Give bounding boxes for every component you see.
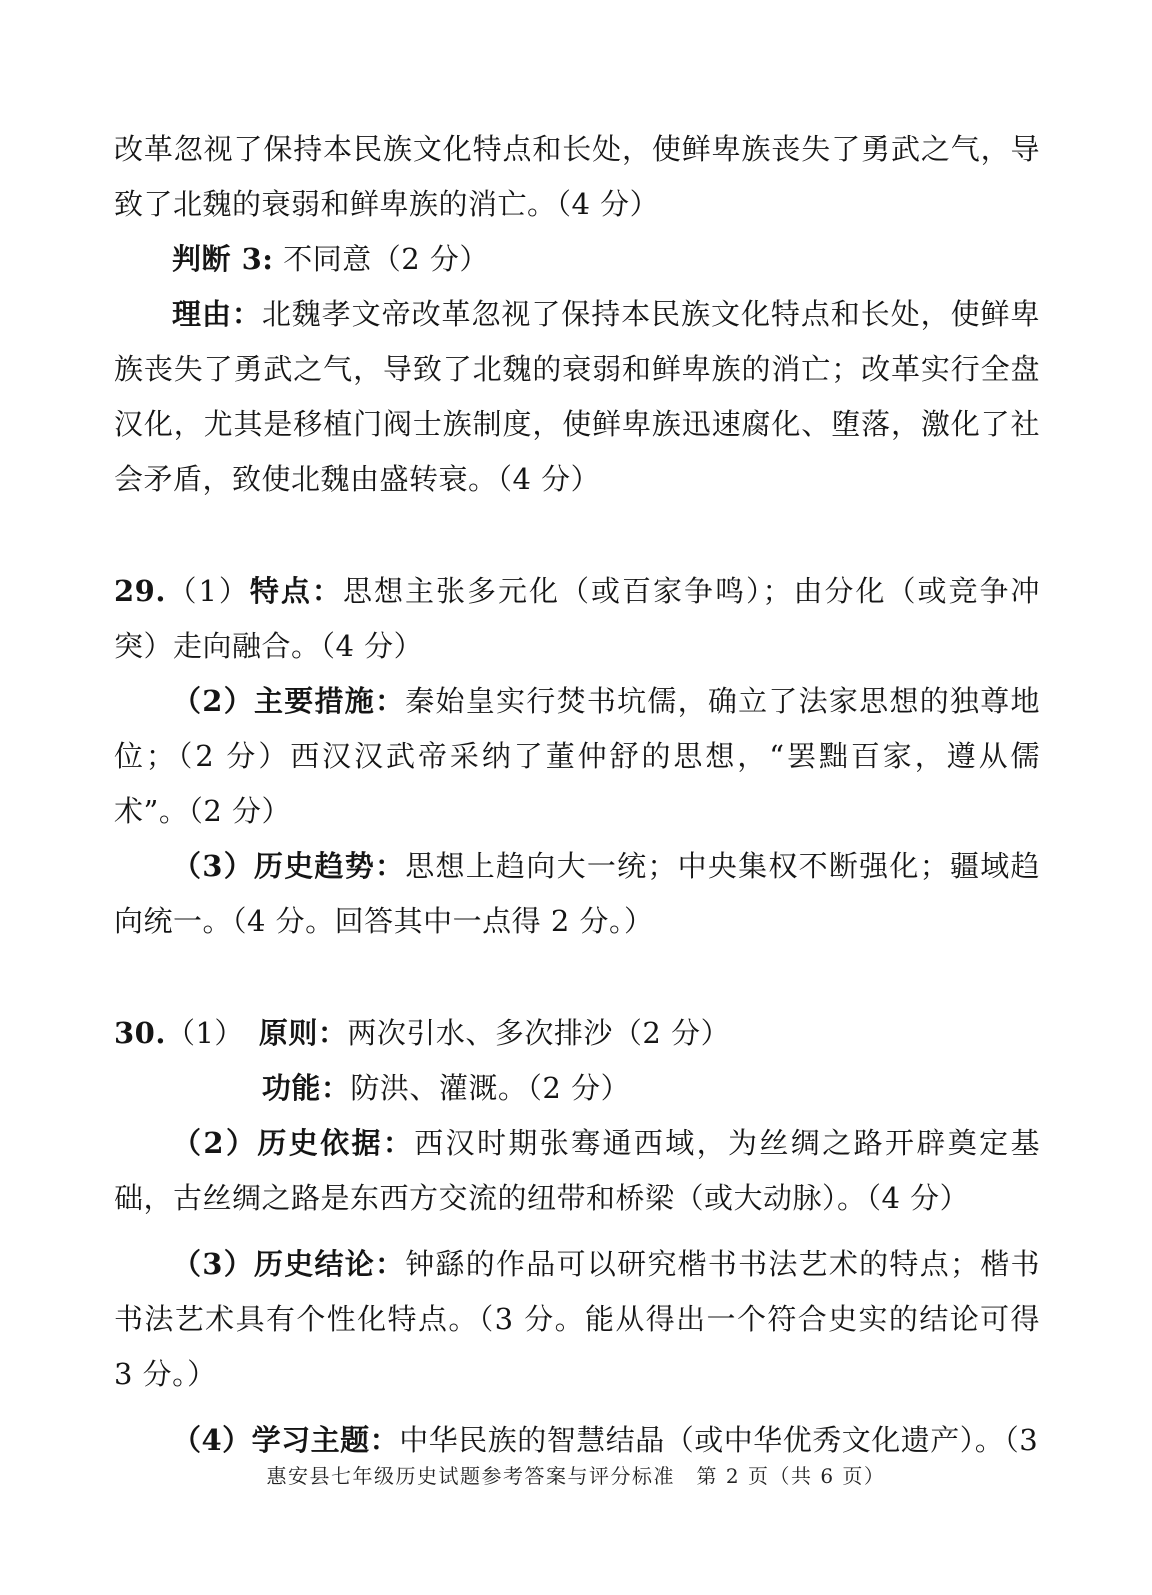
paragraph-q29-3-trend (114, 839, 1040, 949)
answer-text: 两次引水、多次排沙（2 分） (347, 1016, 731, 1050)
answer-label: 功能： (261, 1071, 351, 1105)
answer-text: 思想上趋向大一统；中央集权不断强化；疆域趋向统一。（4 分。回答其中一点得 2 分。） (114, 849, 1040, 938)
answer-label: （3）历史趋势： (172, 849, 406, 883)
answer-key-body (114, 122, 1040, 1468)
answer-text: （1） (165, 1016, 259, 1050)
paragraph-q30-2-basis (114, 1116, 1040, 1226)
answer-label: （2）主要措施： (172, 684, 406, 718)
paragraph-judgment-3 (114, 232, 1040, 287)
answer-label: （4）学习主题： (172, 1423, 400, 1457)
answer-text: 北魏孝文帝改革忽视了保持本民族文化特点和长处，使鲜卑族丧失了勇武之气，导致了北魏的衰弱和鲜卑族的消亡；改革实行全盘汉化，尤其是移植门阀士族制度，使鲜卑族迅速腐化、堕落，激化了社会矛盾，致使北魏由盛转衰。（4 分） (114, 297, 1040, 496)
answer-label: 29. (114, 574, 166, 608)
answer-text: 防洪、灌溉。（2 分） (350, 1071, 631, 1105)
answer-text: 不同意（2 分） (273, 242, 489, 276)
answer-label: 理由： (172, 297, 262, 331)
answer-text: 钟繇的作品可以研究楷书书法艺术的特点；楷书书法艺术具有个性化特点。（3 分。能从得出一个符合史实的结论可得 3 分。） (114, 1247, 1040, 1391)
answer-label: （3）历史结论： (172, 1247, 406, 1281)
paragraph-q29-1-features (114, 564, 1040, 674)
answer-text: 秦始皇实行焚书坑儒，确立了法家思想的独尊地位；（2 分）西汉汉武帝采纳了董仲舒的思想，“罢黜百家，遵从儒术”。（2 分） (114, 684, 1040, 828)
answer-label: 特点： (249, 574, 343, 608)
paragraph-q30-1-principle (114, 1006, 1040, 1061)
answer-label: 30. (114, 1016, 166, 1050)
answer-text: 中华民族的智慧结晶（或中华优秀文化遗产）。（3 (399, 1423, 1039, 1457)
paragraph-q29-2-measures (114, 674, 1040, 839)
answer-label: 判断 3: (172, 242, 274, 276)
answer-text: （1） (165, 574, 250, 608)
paragraph-reason (114, 287, 1040, 507)
paragraph-q30-3-conclusion (114, 1237, 1040, 1402)
answer-label: 原则： (258, 1016, 348, 1050)
answer-text: 思想主张多元化（或百家争鸣）；由分化（或竞争冲突）走向融合。（4 分） (114, 574, 1040, 663)
paragraph-q30-1-function (114, 1061, 1040, 1116)
answer-text: 改革忽视了保持本民族文化特点和长处，使鲜卑族丧失了勇武之气，导致了北魏的衰弱和鲜卑族的消亡。（4 分） (114, 132, 1040, 221)
page-footer: 惠安县七年级历史试题参考答案与评分标准 第 2 页（共 6 页） (266, 1464, 886, 1488)
answer-text: 西汉时期张骞通西域，为丝绸之路开辟奠定基础，古丝绸之路是东西方交流的纽带和桥梁（或大动脉）。（4 分） (114, 1126, 1040, 1215)
paragraph-answer-28-continued (114, 122, 1040, 232)
answer-label: （2）历史依据： (172, 1126, 415, 1160)
